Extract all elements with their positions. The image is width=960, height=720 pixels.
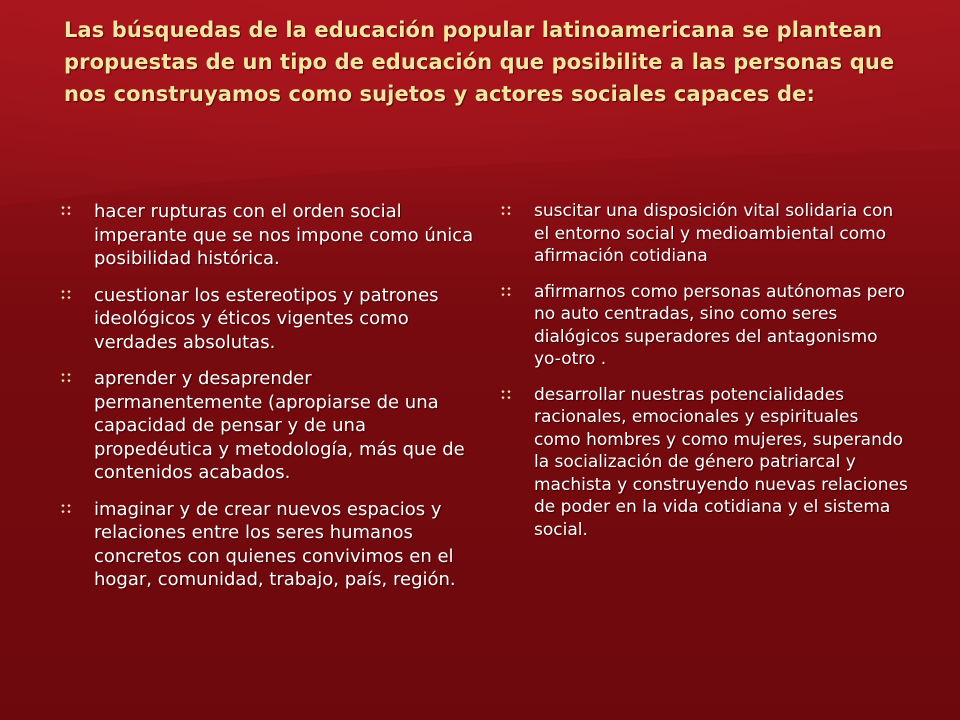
diamond-quad-bullet-icon (500, 287, 512, 299)
left-bullet-list (56, 200, 476, 605)
list-item-text: suscitar una disposición vital solidaria con el entorno social y medioambiental como afirmación cotidiana (534, 201, 894, 266)
diamond-quad-bullet-icon (60, 206, 72, 218)
list-item (496, 281, 908, 371)
list-item (56, 498, 476, 592)
list-item-text: cuestionar los estereotipos y patrones ideológicos y éticos vigentes como verdades absolutas. (94, 284, 439, 353)
diamond-quad-bullet-icon (500, 206, 512, 218)
list-item-text: afirmarnos como personas autónomas pero no auto centradas, sino como seres dialógicos superadores del antagonismo yo-otro . (534, 281, 905, 369)
diamond-quad-bullet-icon (60, 504, 72, 516)
list-item-text: hacer rupturas con el orden social imperante que se nos impone como única posibilidad histórica. (94, 201, 474, 269)
slide-title: Las búsquedas de la educación popular latinoamericana se plantean propuestas de un tipo de educación que posibilite a las personas que nos construyamos como sujetos y actores sociales capaces de: (64, 18, 895, 106)
list-item (56, 284, 476, 355)
list-item (56, 200, 476, 271)
list-item-text: imaginar y de crear nuevos espacios y relaciones entre los seres humanos concretos con quienes convivimos en el hogar, comunidad, trabajo, país, región. (94, 498, 456, 590)
diamond-quad-bullet-icon (60, 290, 72, 302)
list-item-text: aprender y desaprender permanentemente (apropiarse de una capacidad de pensar y de una propedéutica y metodología, más que de contenidos acabados. (94, 368, 465, 483)
list-item (56, 367, 476, 485)
list-item-text: desarrollar nuestras potencialidades racionales, emocionales y espirituales como hombres y como mujeres, superando la socialización de género patriarcal y machista y construyendo nuevas relaciones de poder en la vida cotidiana y el sistema social. (534, 384, 908, 540)
diamond-quad-bullet-icon (60, 373, 72, 385)
right-bullet-list (496, 200, 908, 554)
list-item (496, 384, 908, 542)
diamond-quad-bullet-icon (500, 390, 512, 402)
list-item (496, 200, 908, 268)
